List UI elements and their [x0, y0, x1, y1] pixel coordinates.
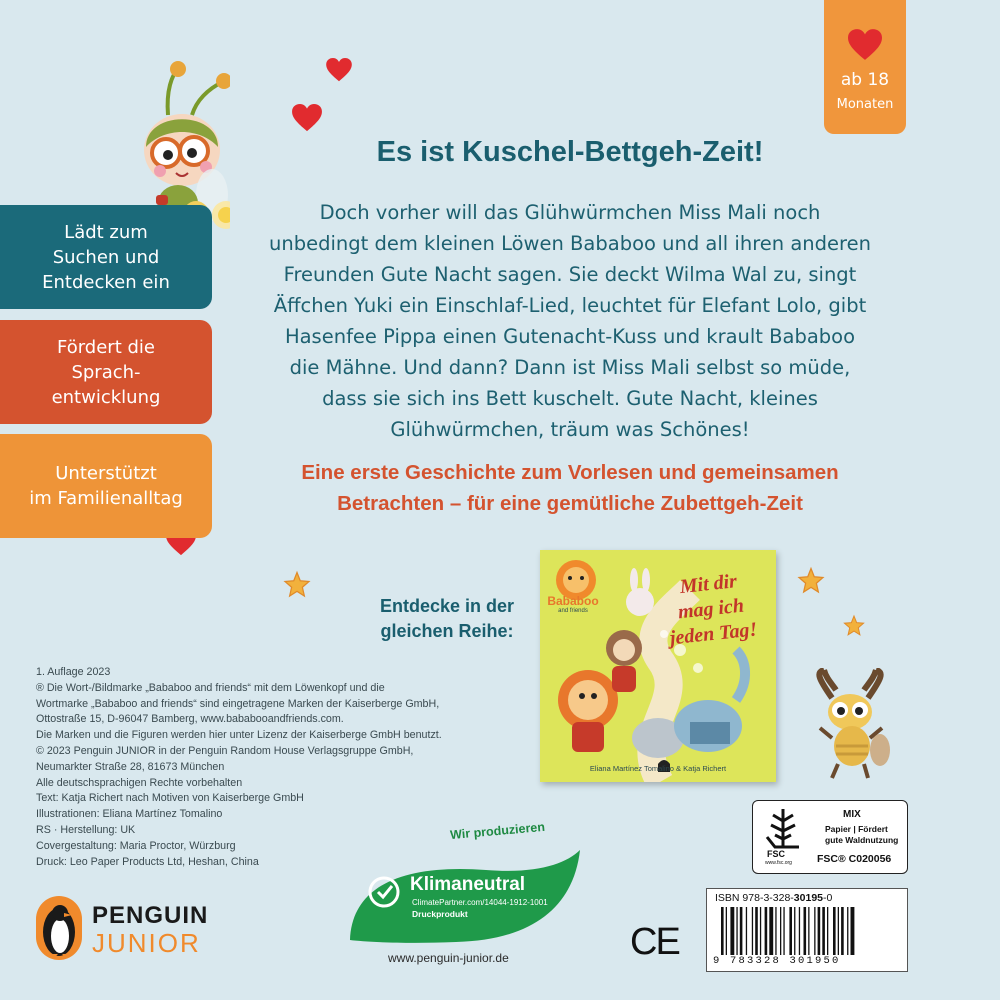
fsc-line: Papier | Fördert [825, 824, 888, 834]
imprint-line: Alle deutschsprachigen Rechte vorbehalten [36, 776, 243, 789]
blurb-line: Freunden Gute Nacht sagen. Sie deckt Wilma Wal zu, singt [283, 263, 857, 286]
age-badge [824, 0, 906, 134]
barcode-bar [833, 907, 836, 955]
barcode-bar [827, 907, 828, 955]
star-icon [282, 570, 312, 600]
blurb-line: Doch vorher will das Glühwürmchen Miss Mali noch [319, 201, 821, 224]
barcode-bar [794, 907, 795, 955]
climate-sub: Druckprodukt [412, 909, 468, 919]
barcode-bars [721, 907, 897, 957]
tagline-line: Eine erste Geschichte zum Vorlesen und gemeinsamen [301, 461, 839, 484]
star-icon [842, 614, 866, 638]
barcode-digits: 9 783328 301950 [713, 955, 841, 967]
barcode-bar [726, 907, 727, 955]
barcode-bar [780, 907, 781, 955]
imprint-line: Illustrationen: Eliana Martínez Tomalino [36, 808, 223, 821]
website-url[interactable]: www.penguin-junior.de [388, 951, 509, 965]
feature-tab-label: Fördert die Sprach- entwicklung [51, 336, 161, 408]
imprint-line: Ottostraße 15, D-96047 Bamberg, www.bababooandfriends.com. [36, 713, 344, 726]
heart-icon [326, 58, 352, 82]
series-book-cover[interactable] [540, 550, 776, 782]
publisher-name: PENGUIN [92, 902, 209, 929]
barcode-bar [769, 907, 773, 955]
heart-icon [848, 28, 882, 62]
feature-tab-search [0, 205, 212, 309]
isbn-barcode [706, 888, 908, 972]
book-authors: Eliana Martínez Tomalino & Katja Richert [589, 764, 727, 773]
book-logo-sub: and friends [558, 608, 588, 614]
imprint-line: Neumarkter Straße 28, 81673 München [36, 760, 225, 773]
barcode-bar [775, 907, 776, 955]
barcode-bar [814, 907, 815, 955]
book-logo [546, 594, 600, 614]
barcode-bar [721, 907, 724, 955]
barcode-bar [740, 907, 743, 955]
barcode-bar [755, 907, 758, 955]
fsc-label [752, 800, 908, 874]
barcode-bar [851, 907, 855, 955]
feature-tab-family [0, 434, 212, 538]
barcode-bar [838, 907, 839, 955]
imprint-line: Wortmarke „Bababoo and friends“ sind eingetragene Marken der Kaiserberge GmbH, [36, 697, 440, 710]
blurb-line: unbedingt dem kleinen Löwen Bababoo und all ihren anderen [269, 232, 871, 255]
series-label [340, 594, 554, 644]
isbn-suffix: -0 [823, 892, 833, 904]
tagline-line: Betrachten – für eine gemütliche Zubettgeh-Zeit [337, 492, 803, 515]
fsc-word: FSC [767, 849, 785, 859]
feature-tab-label: Lädt zum Suchen und Entdecken ein [42, 221, 170, 293]
blurb-line: Glühwürmchen, träum was Schönes! [390, 418, 750, 441]
headline-prefix: Es ist [376, 136, 463, 168]
blurb-line: dass sie sich ins Bett kuschelt. Gute Nacht, kleines [322, 387, 818, 410]
blurb-text [245, 197, 895, 445]
blurb-line: die Mähne. Und dann? Dann ist Miss Mali selbst so müde, [289, 356, 851, 379]
imprint-line: Text: Katja Richert nach Motiven von Kaiserberge GmbH [36, 792, 304, 805]
imprint-line: Die Marken und die Figuren werden hier unter Lizenz der Kaiserberge GmbH benutzt. [36, 729, 442, 742]
climate-top: Wir produzieren [449, 819, 546, 843]
barcode-bar [760, 907, 761, 955]
barcode-bar [804, 907, 807, 955]
barcode-bar [765, 907, 768, 955]
tagline [240, 457, 900, 519]
climate-url: ClimatePartner.com/14044-1912-1001 [412, 898, 548, 907]
barcode-bar [808, 907, 809, 955]
barcode-bar [822, 907, 825, 955]
imprint-line: Covergestaltung: Maria Proctor, Würzburg [36, 839, 236, 852]
fsc-code: FSC® C020056 [817, 853, 892, 865]
barcode-bar [847, 907, 848, 955]
imprint-line: ® Die Wort-/Bildmarke „Bababoo and friends“ mit dem Löwenkopf und die [36, 681, 385, 694]
fsc-text [825, 824, 905, 846]
blurb-line: Hasenfee Pippa einen Gutenacht-Kuss und krault Bababoo [284, 325, 856, 348]
blurb-line: Äffchen Yuki ein Einschlaf-Lied, leuchtet für Elefant Lolo, gibt [273, 294, 867, 317]
barcode-bar [841, 907, 844, 955]
barcode-bar [730, 907, 734, 955]
isbn-text [715, 892, 832, 904]
barcode-bar [789, 907, 792, 955]
imprint-line: Druck: Leo Paper Products Ltd, Heshan, China [36, 855, 259, 868]
imprint-line: RS · Herstellung: UK [36, 823, 136, 836]
age-value: ab 18 [840, 70, 890, 90]
headline-emphasis: Kuschel-Bettgeh-Zeit! [462, 136, 764, 168]
feature-tab-label: Unterstützt im Familienalltag [29, 463, 183, 509]
barcode-bar [752, 907, 753, 955]
series-label-line: Entdecke in der [379, 596, 515, 616]
fsc-tree-icon [763, 807, 803, 849]
barcode-bar [818, 907, 821, 955]
star-icon [796, 566, 826, 596]
fsc-line: gute Waldnutzung [825, 835, 899, 845]
barcode-bar [736, 907, 737, 955]
book-logo-text: Bababoo [547, 594, 599, 608]
fsc-site: www.fsc.org [765, 860, 792, 866]
feature-tab-language [0, 320, 212, 424]
series-label-line: gleichen Reihe: [380, 621, 514, 641]
ce-mark: CE [630, 921, 679, 963]
barcode-bar [746, 907, 747, 955]
imprint-line: 1. Auflage 2023 [36, 666, 111, 678]
fsc-mix: MIX [843, 809, 861, 820]
beetle-character [806, 668, 896, 784]
book-title: Mit dir mag ich jeden Tag! [668, 570, 759, 650]
publisher-sub: JUNIOR [92, 928, 201, 958]
age-unit: Monaten [836, 97, 894, 112]
isbn-prefix: ISBN 978-3-328- [715, 892, 794, 904]
barcode-bar [783, 907, 784, 955]
climate-badge [346, 820, 582, 950]
headline [300, 136, 840, 169]
isbn-bold: 30195 [793, 892, 823, 904]
publisher-logo [36, 896, 236, 960]
barcode-bar [799, 907, 800, 955]
penguin-icon [36, 896, 82, 960]
climate-main: Klimaneutral [410, 874, 526, 895]
heart-icon [292, 104, 322, 132]
imprint-line: © 2023 Penguin JUNIOR in der Penguin Random House Verlagsgruppe GmbH, [36, 744, 414, 757]
